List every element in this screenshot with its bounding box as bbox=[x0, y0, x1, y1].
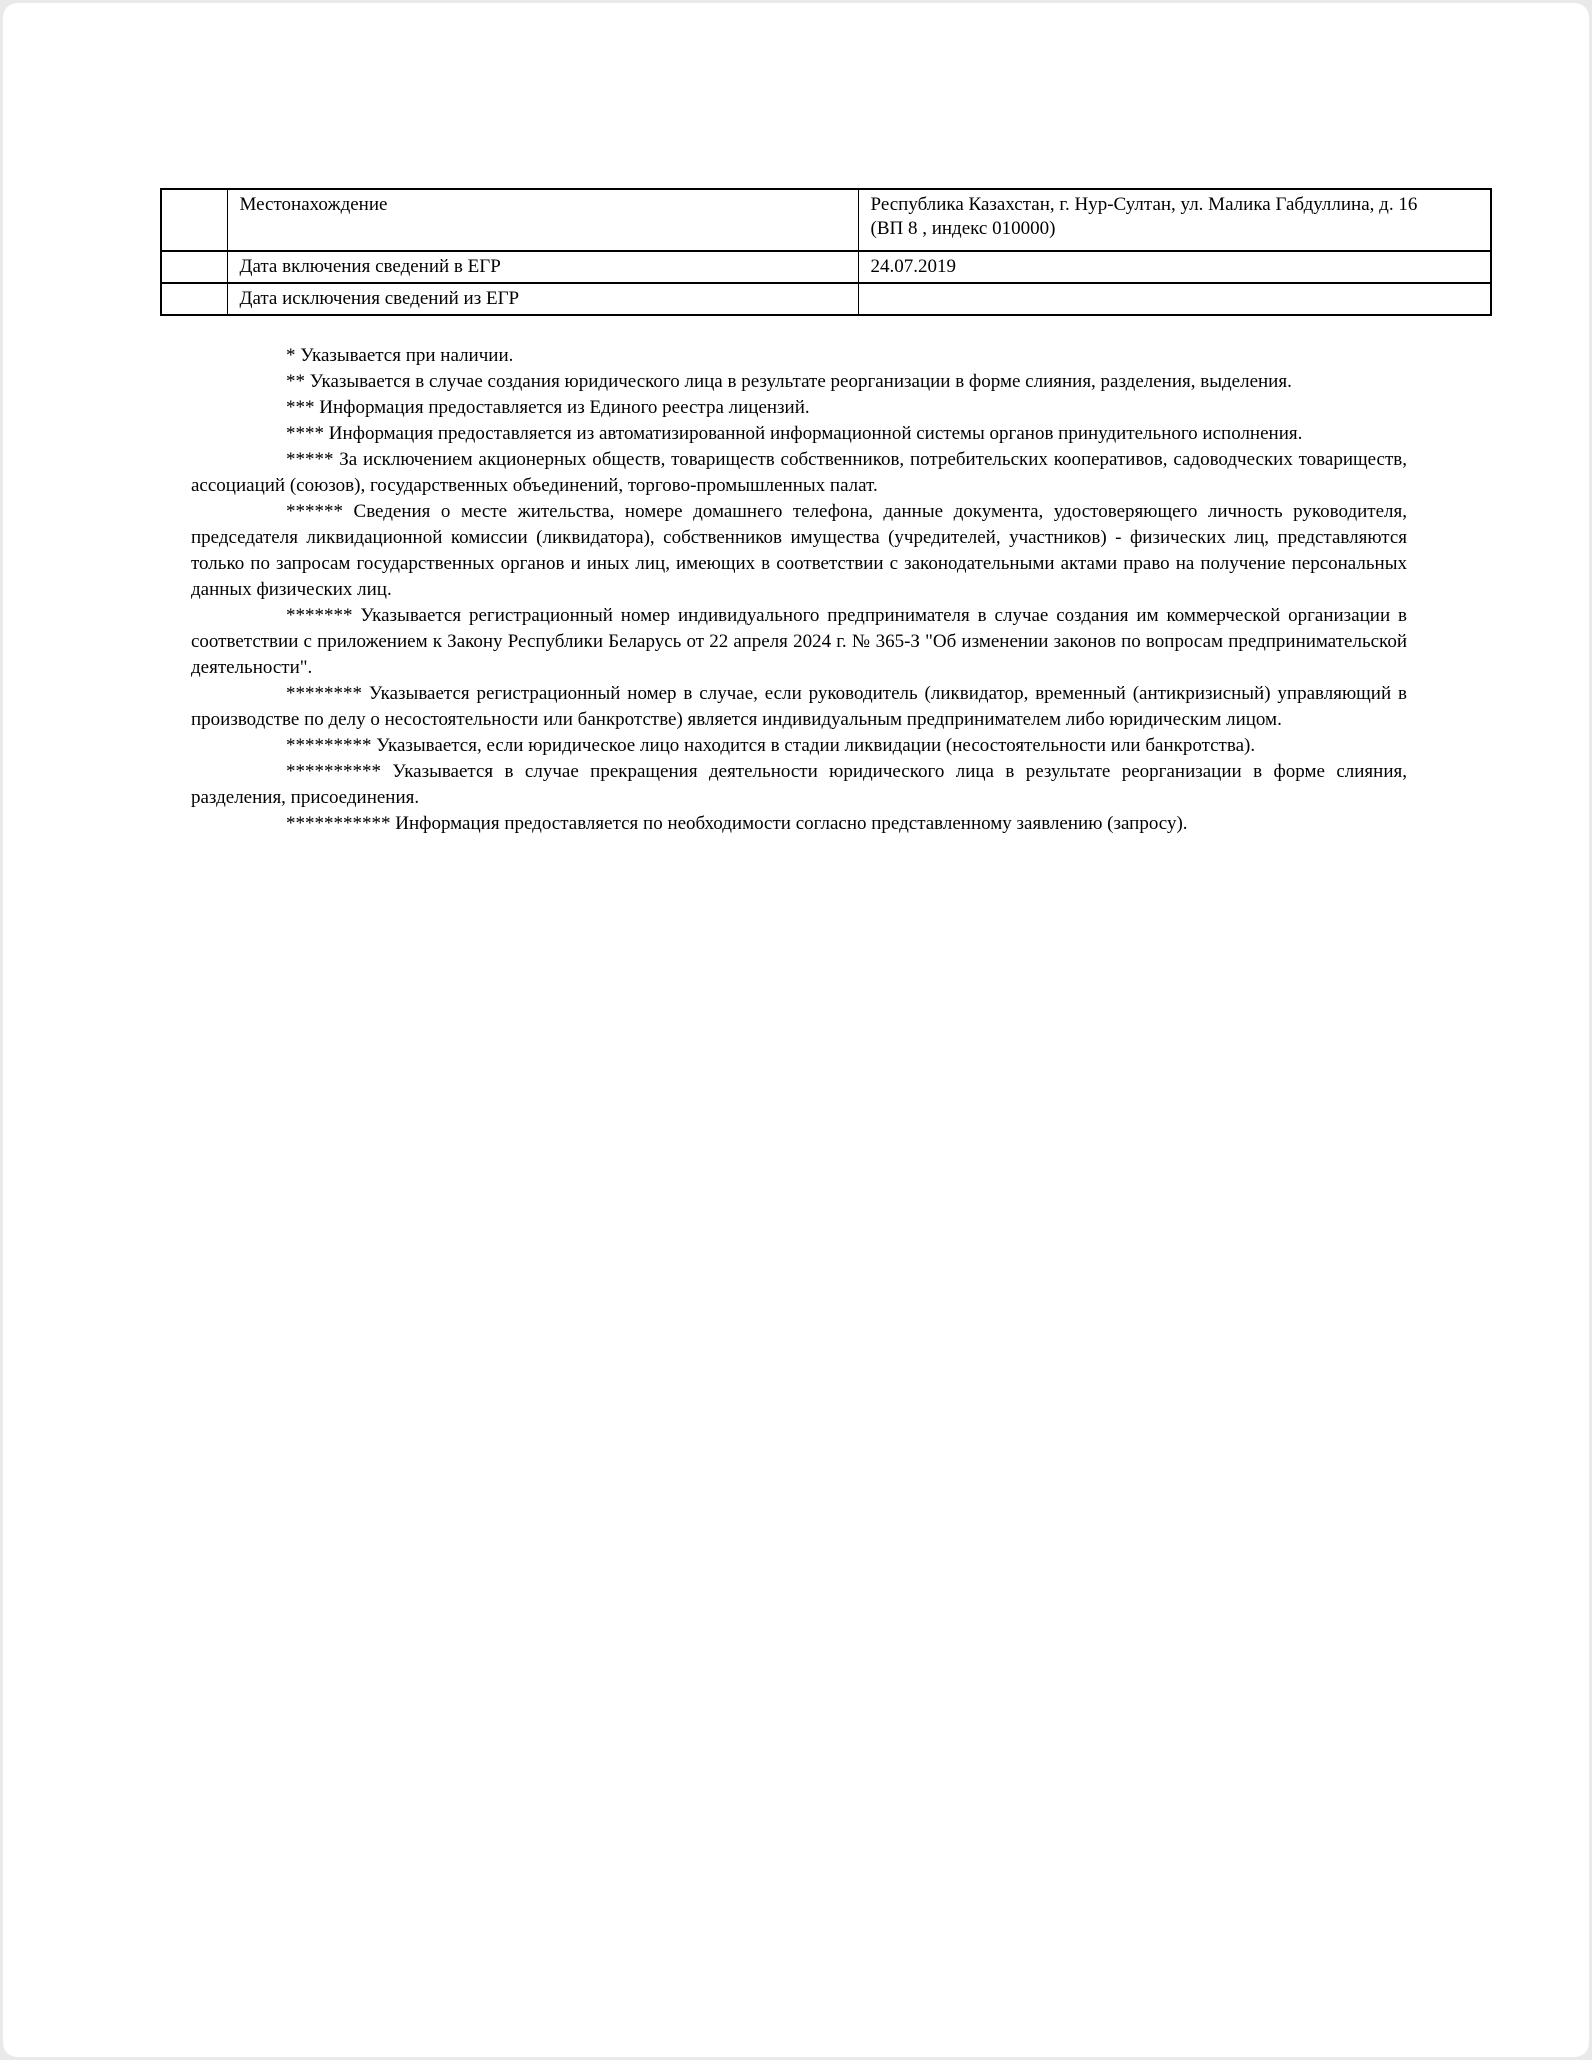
footnote: *** Информация предоставляется из Единого реестра лицензий. bbox=[286, 397, 810, 418]
table-cell-label: Местонахождение bbox=[227, 189, 858, 251]
table-cell-label: Дата исключения сведений из ЕГР bbox=[227, 283, 858, 315]
table-cell-number bbox=[161, 189, 227, 251]
table-row bbox=[161, 283, 1491, 315]
table-cell-value: 24.07.2019 bbox=[858, 251, 1491, 283]
table-row bbox=[161, 251, 1491, 283]
footnote: ********** Указывается в случае прекращения деятельности юридического лица в результате реорганизации в форме слияния, разделения, присоединения. bbox=[191, 761, 1407, 808]
table-cell-value bbox=[858, 283, 1491, 315]
footnote: ********* Указывается, если юридическое лицо находится в стадии ликвидации (несостоятельности или банкротства). bbox=[286, 735, 1256, 756]
footnote: * Указывается при наличии. bbox=[286, 345, 514, 366]
location-value: Республика Казахстан, г. Нур-Султан, ул. Малика Габдуллина, д. 16 (ВП 8 , индекс 010000) bbox=[870, 194, 1418, 239]
footnote: ***** За исключением акционерных обществ, товариществ собственников, потребительских кооперативов, садоводческих товариществ, ассоциаций (союзов), государственных объединений, торгово-промышленных палат. bbox=[191, 449, 1407, 496]
footnote: ****** Сведения о месте жительства, номере домашнего телефона, данные документа, удостоверяющего личность руководителя, председателя ликвидационной комиссии (ликвидатора), собственников имущества (учредителей, участников) - физических лиц, представляются только по запросам государственных органов и иных лиц, имеющих в соответствии с законодательными актами право на получение персональных данных физических лиц. bbox=[191, 501, 1407, 600]
table-cell-number bbox=[161, 283, 227, 315]
footnote: ******** Указывается регистрационный номер в случае, если руководитель (ликвидатор, временный (антикризисный) управляющий в производстве по делу о несостоятельности или банкротстве) является индивидуальным предпринимателем либо юридическим лицом. bbox=[191, 683, 1407, 730]
document-page bbox=[3, 3, 1589, 2057]
table-cell-number bbox=[161, 251, 227, 283]
table-row bbox=[161, 189, 1491, 251]
registry-info-table bbox=[160, 188, 1492, 316]
footnotes-section bbox=[191, 343, 1407, 837]
table-cell-value bbox=[858, 189, 1491, 251]
footnote: **** Информация предоставляется из автоматизированной информационной системы органов принудительного исполнения. bbox=[286, 423, 1303, 444]
table-cell-label: Дата включения сведений в ЕГР bbox=[227, 251, 858, 283]
footnote: ** Указывается в случае создания юридического лица в результате реорганизации в форме слияния, разделения, выделения. bbox=[286, 371, 1292, 392]
footnote: *********** Информация предоставляется по необходимости согласно представленному заявлению (запросу). bbox=[286, 813, 1188, 834]
footnote: ******* Указывается регистрационный номер индивидуального предпринимателя в случае создания им коммерческой организации в соответствии с приложением к Закону Республики Беларусь от 22 апреля 2024 г. № 365-З "Об изменении законов по вопросам предпринимательской деятельности". bbox=[191, 605, 1407, 678]
